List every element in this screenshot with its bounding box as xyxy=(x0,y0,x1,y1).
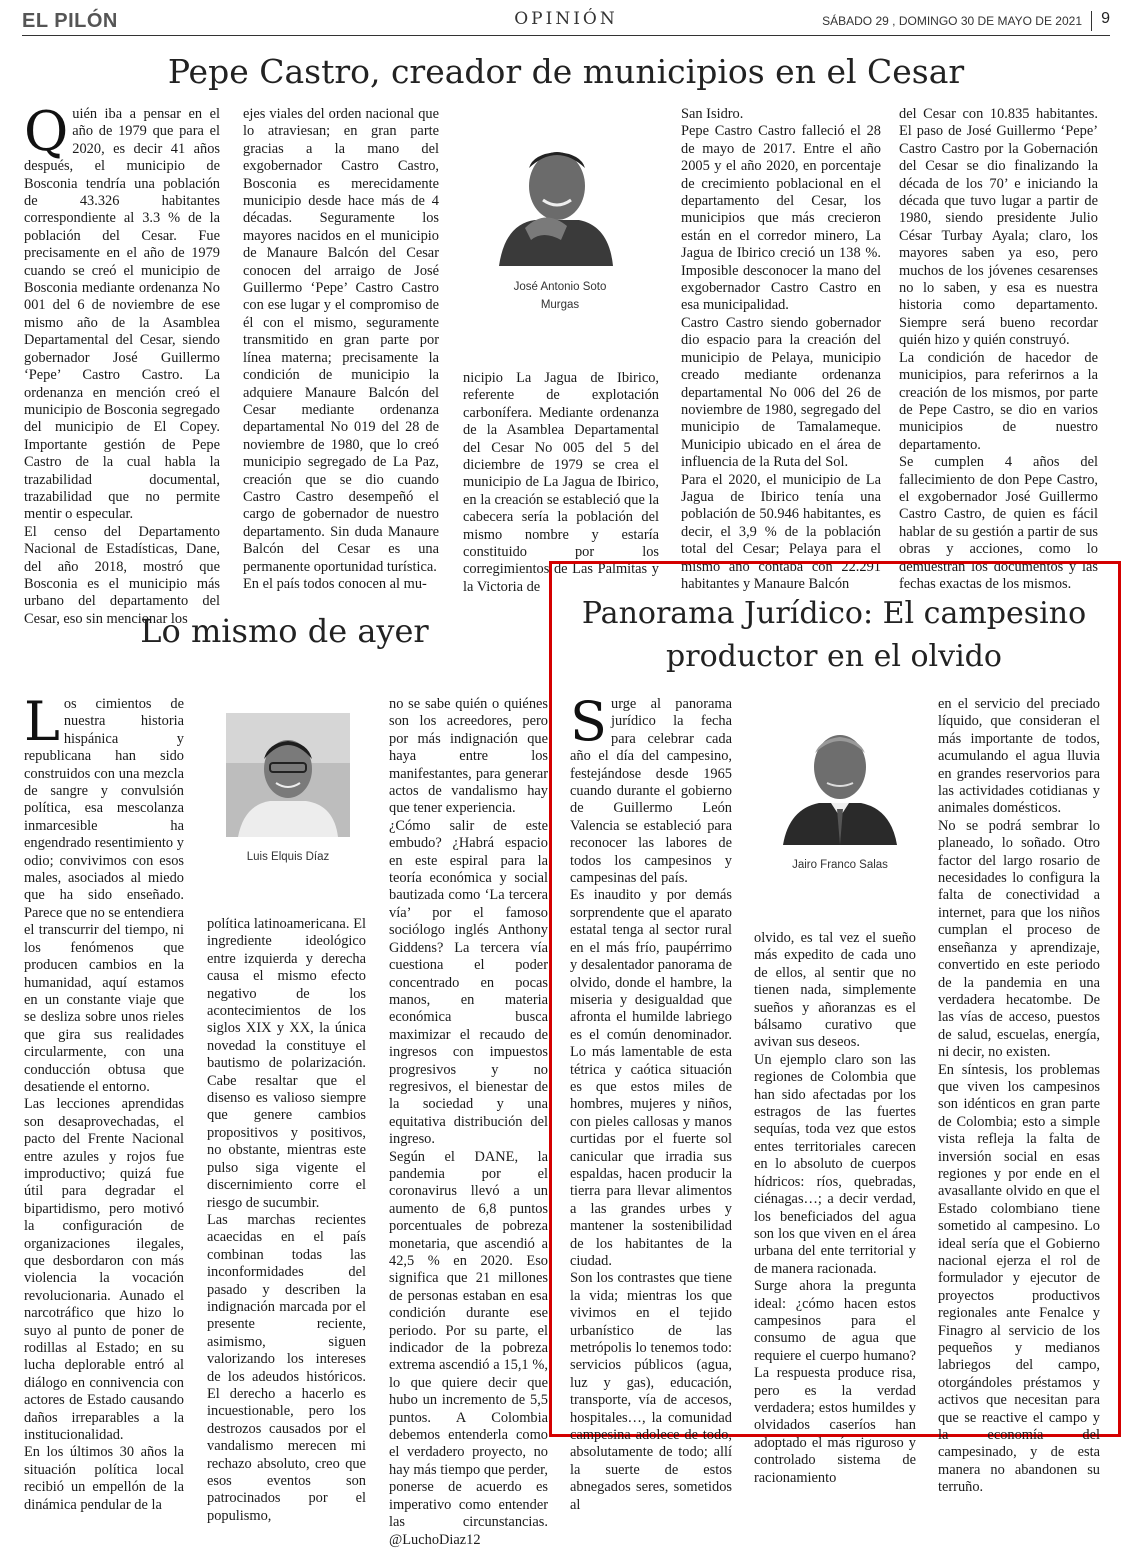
article2-paragraph: os cimientos de nuestra historia hispánica y republicana han sido construidos con una mezcla de sangre y convulsión política, esa mescolanza inmarcesible ha engendrado resentimiento y odio; convivimos con esos males, asociados al miedo que ha sido enseñado. Parece que no se entendiera el transcurrir del tiempo, ni los fenómenos que producen cambios en la humanidad, aquí estamos en un constante viaje que se desliza sobre unos rieles que gira sus realidades circularmente, con una conducción obtusa que desatiende el entorno. xyxy=(24,696,184,1095)
author-caption-soto: José Antonio Soto Murgas xyxy=(513,281,607,311)
article2-headline: Lo mismo de ayer xyxy=(140,612,429,650)
article1-paragraph: Castro Castro siendo gobernador dio espacio para la creación del municipio de Pelaya, municipio creado mediante ordenanza departamental No 006 del 26 de noviembre de 1980, segregado del municipio de Tamalameque. Municipio ubicado en el área de influencia de la Ruta del Sol. xyxy=(681,314,881,471)
article1-column-3 xyxy=(463,370,659,595)
article3-paragraph: en el servicio del preciado líquido, que consideran el más importante de todos, acumulando el agua lluvia en grandes reservorios para las actividades cotidianas y animales domésticos. xyxy=(938,696,1100,817)
article1-paragraph: ejes viales del orden nacional que lo atraviesan; en gran parte gracias a la mano del exgobernador Castro Castro, Bosconia es merecidamente municipio desde hace más de 4 décadas. Seguramente los mayores nacidos en el municipio de Manaure Balcón del Cesar conocen del arraigo de José Guillermo ‘Pepe’ Castro Castro con ese lugar y el compromiso de él con el mismo, seguramente transmitido en gran parte por línea materna; precisamente la condición de municipio la adquiere Manaure Balcón del Cesar mediante ordenanza departamental No 019 del 28 de noviembre de 1980, que lo creó municipio segregado de La Paz, creación que se dio cuando Castro Castro desempeñó el cargo de gobernador de nuestro departamento. Sin duda Manaure Balcón del Cesar es una permanente oportunidad turística. xyxy=(243,106,439,575)
newspaper-logo: EL PILÓN xyxy=(22,10,118,32)
person-portrait-icon xyxy=(779,717,901,845)
header-divider xyxy=(1091,11,1092,31)
article1-headline: Pepe Castro, creador de municipios en el Cesar xyxy=(167,52,965,91)
article1-paragraph: uién iba a pensar en el año de 1979 que para el 2020, es decir 41 años después, el municipio de Bosconia tendría una población de 43.326 habitantes correspondiente al 3.3 % de la población del Cesar. Fue precisamente en el año de 1979 cuando se creó el municipio de Bosconia mediante ordenanza No 001 del 6 de noviembre de ese mismo año de la Asamblea Departamental del Cesar, siendo gobernador José Guillermo ‘Pepe’ Castro Castro. La ordenanza en mención creó el municipio de Bosconia segregado del municipio de El Copey. Importante gestión de Pepe Castro de la cual habla la trazabilidad documental, trazabilidad que no permite mentir o especular. xyxy=(24,106,220,523)
article1-dropcap: Q xyxy=(24,100,69,163)
article3-paragraph: olvido, es tal vez el sueño más expedito de cada uno de ellos, al sentir que no tienen nada, simplemente sueños y añoranzas es el bálsamo curativo que avivan sus deseos. xyxy=(754,930,916,1051)
article3-paragraph: Un ejemplo claro son las regiones de Colombia que han sido afectadas por los estragos de las fuertes sequías, toda vez que estos entes territoriales carecen en lo absoluto de cuerpos hídricos: ríos, quebradas, ciénagas…; a decir verdad, los beneficiados del agua son los que viven en el área urbana del ente territorial y de manera racionada. xyxy=(754,1051,916,1277)
article2-paragraph: En los últimos 30 años la situación política local recibió un empellón de la dinámica pendular de la xyxy=(24,1444,184,1513)
article2-paragraph: Según el DANE, la pandemia por el coronavirus llevó a un aumento de 6,8 puntos porcentuales de pobreza monetaria, que ascendió a 42,5 % en 2020. Eso significa que 21 millones de personas estaban en esa condición durante ese periodo. Por su parte, el indicador de la pobreza extrema ascendió a 15,1 %, lo que quiere decir que hubo un incremento de 5,5 puntos. A Colombia debemos entenderla como el verdadero proyecto, no hay más tiempo que perder, ponerse de acuerdo es imperativo como entender las circunstancias. @LuchoDiaz12 xyxy=(389,1148,548,1548)
article2-paragraph: Las lecciones aprendidas son desaprovechadas, el pacto del Frente Nacional entre azules y rojos fue improductivo; quizá fue útil para degradar el bipartidismo, pero motivó la configuración de organizaciones ilegales, que desbordaron con más violencia la vocación revolucionaria. Aunado el narcotráfico que hizo lo suyo al punto de poner de rodillas al Estado; en su lucha deplorable entró al diálogo en connivencia con actores de Estado causando daños irreparables a la institucionalidad. xyxy=(24,1096,184,1444)
article3-paragraph: Es inaudito y por demás sorprendente que el aparato estatal tenga al sector rural en el más frío, paupérrimo y desalentador panorama de olvido, donde el hambre, la miseria y desigualdad que afronta el humilde labriego es el común denominador. Lo más lamentable de esta tétrica y caótica situación es que estos miles de hombres, mujeres y niños, con pieles callosas y manos curtidas por el fuerte sol canicular que irradia sus espaldas, hacen producir la tierra para llevar alimentos a las grandes urbes y mantener la sostenibilidad de los habitantes de la ciudad. xyxy=(570,887,732,1269)
article1-paragraph: San Isidro. xyxy=(681,106,744,122)
article2-paragraph: política latinoamericana. El ingrediente ideológico entre izquierda y derecha causa el mismo efecto negativo de los acontecimientos de los siglos XIX y XX, la única novedad la constituye el bautismo de polarización. Cabe resaltar que el disenso es valioso siempre que genere cambios propositivos y positivos, no obstante, mientras este pulso siga vigente el discernimiento corre el riesgo de sucumbir. xyxy=(207,916,366,1211)
article1-column-4 xyxy=(681,106,881,592)
article3-paragraph: No se podrá sembrar lo planeado, lo soñado. Otro factor del largo rosario de necesidades lo configura la falta de conectividad a internet, para que los niños cumplan el proceso de enseñanza y aprendizaje, convertido en este periodo de la pandemia en una verdadera hecatombe. De las vías de acceso, puestos de salud, escuelas, energía, ni decir, no existen. xyxy=(938,817,1100,1061)
article2-column-2 xyxy=(207,916,366,1524)
article1-paragraph: del Cesar con 10.835 habitantes. El paso de José Guillermo ‘Pepe’ Castro Castro por la Gobernación del Cesar se dio finalizando la década de los 70’ e iniciando la década que tuvo lugar a partir de 1980, siendo presidente Julio César Turbay Ayala; claro, los mayores saben ya eso, pero muchos de los jóvenes cesarenses no lo saben, y esa es nuestra historia como departamento. Siempre será bueno recordar quién hizo y quién construyó. xyxy=(899,106,1098,349)
article1-paragraph: nicipio La Jagua de Ibirico, referente de explotación carbonífera. Mediante ordenanza de la Asamblea Departamental del Cesar No 005 del 5 del diciembre de 1979 se crea el municipio de La Jagua de Ibirico, en la creación se estableció que la cabecera sería la población del mismo nombre y estaría constituido por los corregimientos de Las Palmitas y la Victoria de xyxy=(463,370,659,595)
article3-paragraph: Surge ahora la pregunta ideal: ¿cómo hacen estos campesinos para el consumo de agua que requiere el cuerpo humano? La respuesta produce risa, pero es la verdad verdadera; estos humildes y olvidados caseríos han adoptado el más riguroso y controlado sistema de racionamiento xyxy=(754,1278,916,1486)
article1-column-5 xyxy=(899,106,1098,592)
article2-paragraph: ¿Cómo salir de este embudo? ¿Habrá espacio en este espiral para la teoría económica y social bautizada como ‘La tercera vía’ por el famoso sociólogo inglés Anthony Giddens? La tercera vía cuestiona el poder concentrado en pocas manos, en materia económica busca maximizar el recaudo de ingresos con impuestos progresivos y no regresivos, el bienestar de la sociedad y una equitativa distribución del ingreso. xyxy=(389,817,548,1148)
section-title: OPINIÓN xyxy=(514,9,618,29)
article1-paragraph: En el país todos conocen al mu- xyxy=(243,575,427,592)
page-number: 9 xyxy=(1101,10,1110,27)
article1-paragraph: La condición de hacedor de municipios, para referirnos a la creación de los mismos, por parte de Pepe Castro, se dio en varios municipios de nuestro departamento. xyxy=(899,349,1098,453)
article2-paragraph: no se sabe quién o quiénes son los acreedores, pero por más indignación que haya entre los manifestantes, para generar actos de vandalismo hay que tener experiencia. xyxy=(389,696,548,817)
author-photo-franco xyxy=(779,717,901,845)
article3-dropcap: S xyxy=(570,690,607,753)
article2-column-1 xyxy=(24,690,184,1513)
author-photo-diaz xyxy=(226,713,350,837)
article1-column-2 xyxy=(243,106,439,592)
article2-paragraph: Las marchas recientes acaecidas en el país combinan todas las inconformidades del pasado y describen la indignación marcada por el presente reciente, asimismo, siguen valorizando los intereses de los adeudos históricos. El derecho a hacerlo es incuestionable, pero los destrozos causados por el vandalismo merecen mi rechazo absoluto, creo que esos eventos son patrocinados por el populismo, xyxy=(207,1211,366,1524)
article3-headline: Panorama Jurídico: El campesino productor en el olvido xyxy=(581,596,1087,674)
article1-paragraph: Para el 2020, el municipio de La Jagua de Ibirico tenía una población de 50.946 habitantes, es decir, el 3,9 % de la población total del Cesar; Pelaya para el mismo año contaba con 22.291 habitantes y Manaure Balcón xyxy=(681,471,881,592)
article1-paragraph: El censo del Departamento Nacional de Estadísticas, Dane, del año 2018, mostró que Bosconia es el municipio más urbano del departamento del Cesar, eso sin mencionar los xyxy=(24,523,220,627)
article1-paragraph: Pepe Castro Castro falleció el 28 de mayo de 2017. Entre el año 2005 y el año 2020, en porcentaje de crecimiento poblacional en el departamento del Cesar, los municipios que más crecieron están en el corredor minero, La Jagua de Ibirico creció un 138 %. Imposible desconocer la mano del exgobernador Castro Castro en esa municipalidad. xyxy=(681,123,881,314)
article3-paragraph: Son los contrastes que tiene la vida; mientras los que vivimos en el tejido urbanístico de las metrópolis lo tenemos todo: servicios públicos (agua, luz y gas), educación, transporte, vía de accesos, hospitales…, la comunidad campesina adolece de todo, absolutamente de todo; allí la suerte de estos abnegados seres, sometidos al xyxy=(570,1270,732,1513)
article3-column-1 xyxy=(570,690,732,1513)
article2-column-3 xyxy=(389,696,548,1548)
article3-paragraph: En síntesis, los problemas que viven los campesinos son idénticos en gran parte de Colombia; esto a simple vista refleja la falta de inversión social en esas regiones y por ende en el avasallante olvido en que el Estado colombiano tiene sometido al campesino. Lo ideal sería que el Gobierno nacional ejerza el rol de formulador y ejecutor de proyectos productivos regionales ante Fenalce y Finagro al servicio de los pequeños y medianos labriegos del campo, otorgándoles préstamos y activos que necesitan para que se reactive el campo y la economía del campesinado, y de esta manera no abandonen su terruño. xyxy=(938,1061,1100,1496)
article3-column-3 xyxy=(938,696,1100,1496)
article2-dropcap: L xyxy=(24,690,60,753)
author-photo-soto xyxy=(495,128,617,266)
article1-paragraph: Se cumplen 4 años del fallecimiento de don Pepe Castro, el exgobernador José Guillermo Castro Castro, de quien es fácil hablar de su gestión a partir de sus obras y acciones, como lo demuestran los documentos y las fechas exactas de los mismos. xyxy=(899,454,1098,592)
article3-paragraph: urge al panorama jurídico la fecha para celebrar cada año el día del campesino, festejándose desde 1965 cuando durante el gobierno de Guillermo León Valencia se estableció para reconocer las labores de todos los campesinos y campesinas del país. xyxy=(570,696,732,887)
person-portrait-icon xyxy=(226,713,350,837)
page-header xyxy=(22,8,1110,36)
author-caption-diaz: Luis Elquis Díaz xyxy=(246,851,330,863)
article1-column-1 xyxy=(24,100,220,627)
author-caption-franco: Jairo Franco Salas xyxy=(792,859,888,871)
article3-column-2 xyxy=(754,930,916,1486)
issue-date: SÁBADO 29 , DOMINGO 30 DE MAYO DE 2021 xyxy=(822,14,1082,28)
person-portrait-icon xyxy=(495,128,617,266)
